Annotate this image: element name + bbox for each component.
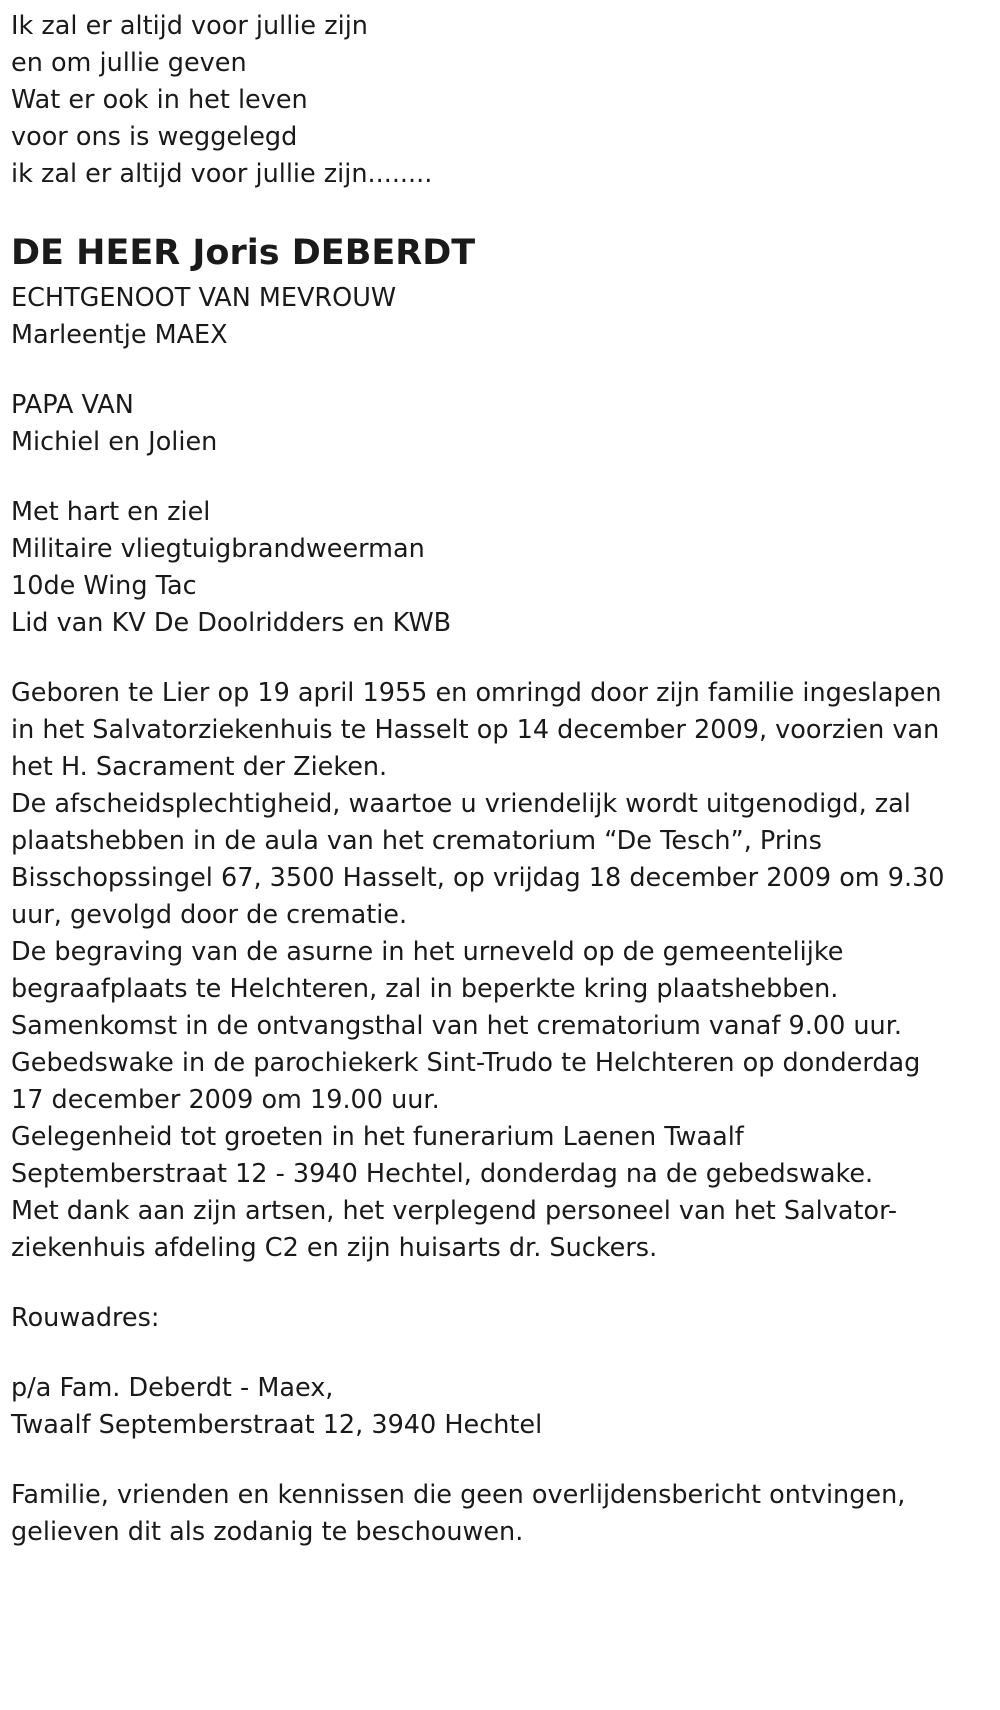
announcement-line: Gebedswake in de parochiekerk Sint-Trudo te Helchteren op donderdag (11, 1048, 921, 1078)
address-section (11, 1370, 1000, 1444)
spacer (11, 1267, 1000, 1300)
announcement-line: Bisschopssingel 67, 3500 Hasselt, op vrijdag 18 december 2009 om 9.30 (11, 863, 945, 893)
spouse-label: ECHTGENOOT VAN MEVROUW (11, 283, 397, 313)
children-names: Michiel en Jolien (11, 427, 218, 457)
announcement-section (11, 675, 1000, 1267)
address-label-section (11, 1300, 1000, 1337)
announcement-line: begraafplaats te Helchteren, zal in beperkte kring plaatshebben. (11, 974, 839, 1004)
spouse-name: Marleentje MAEX (11, 320, 228, 350)
announcement-line: Geboren te Lier op 19 april 1955 en omringd door zijn familie ingeslapen (11, 678, 942, 708)
announcement-line: Septemberstraat 12 - 3940 Hechtel, donderdag na de gebedswake. (11, 1159, 874, 1189)
closing-line: gelieven dit als zodanig te beschouwen. (11, 1517, 524, 1547)
children-section (11, 387, 1000, 461)
closing-section (11, 1477, 1000, 1551)
closing-line: Familie, vrienden en kennissen die geen overlijdensbericht ontvingen, (11, 1480, 906, 1510)
spacer (11, 1444, 1000, 1477)
announcement-line: De afscheidsplechtigheid, waartoe u vriendelijk wordt uitgenodigd, zal (11, 789, 911, 819)
spacer (11, 1337, 1000, 1370)
parent-label: PAPA VAN (11, 390, 134, 420)
about-line: Met hart en ziel (11, 497, 211, 527)
spacer (11, 354, 1000, 387)
spacer (11, 461, 1000, 494)
address-line: p/a Fam. Deberdt - Maex, (11, 1373, 334, 1403)
address-label: Rouwadres: (11, 1303, 160, 1333)
announcement-line: 17 december 2009 om 19.00 uur. (11, 1085, 440, 1115)
about-line: Lid van KV De Doolridders en KWB (11, 608, 452, 638)
announcement-line: Met dank aan zijn artsen, het verplegend personeel van het Salvator- (11, 1196, 898, 1226)
announcement-line: Gelegenheid tot groeten in het funerarium Laenen Twaalf (11, 1122, 744, 1152)
poem-line: Ik zal er altijd voor jullie zijn (11, 11, 368, 41)
spacer (11, 193, 1000, 231)
poem-line: Wat er ook in het leven (11, 85, 308, 115)
about-line: 10de Wing Tac (11, 571, 197, 601)
announcement-line: uur, gevolgd door de crematie. (11, 900, 408, 930)
announcement-line: De begraving van de asurne in het urneveld op de gemeentelijke (11, 937, 844, 967)
announcement-line: het H. Sacrament der Zieken. (11, 752, 388, 782)
announcement-line: plaatshebben in de aula van het crematorium “De Tesch”, Prins (11, 826, 822, 856)
poem-line: ik zal er altijd voor jullie zijn........ (11, 159, 433, 189)
about-line: Militaire vliegtuigbrandweerman (11, 534, 425, 564)
poem-line: voor ons is weggelegd (11, 122, 298, 152)
spacer (11, 642, 1000, 675)
deceased-section (11, 231, 1000, 354)
address-line: Twaalf Septemberstraat 12, 3940 Hechtel (11, 1410, 543, 1440)
poem (11, 8, 1000, 193)
poem-line: en om jullie geven (11, 48, 247, 78)
announcement-line: in het Salvatorziekenhuis te Hasselt op 14 december 2009, voorzien van (11, 715, 940, 745)
deceased-name: DE HEER Joris DEBERDT (11, 233, 476, 273)
about-section (11, 494, 1000, 642)
announcement-line: Samenkomst in de ontvangsthal van het crematorium vanaf 9.00 uur. (11, 1011, 902, 1041)
announcement-line: ziekenhuis afdeling C2 en zijn huisarts dr. Suckers. (11, 1233, 658, 1263)
